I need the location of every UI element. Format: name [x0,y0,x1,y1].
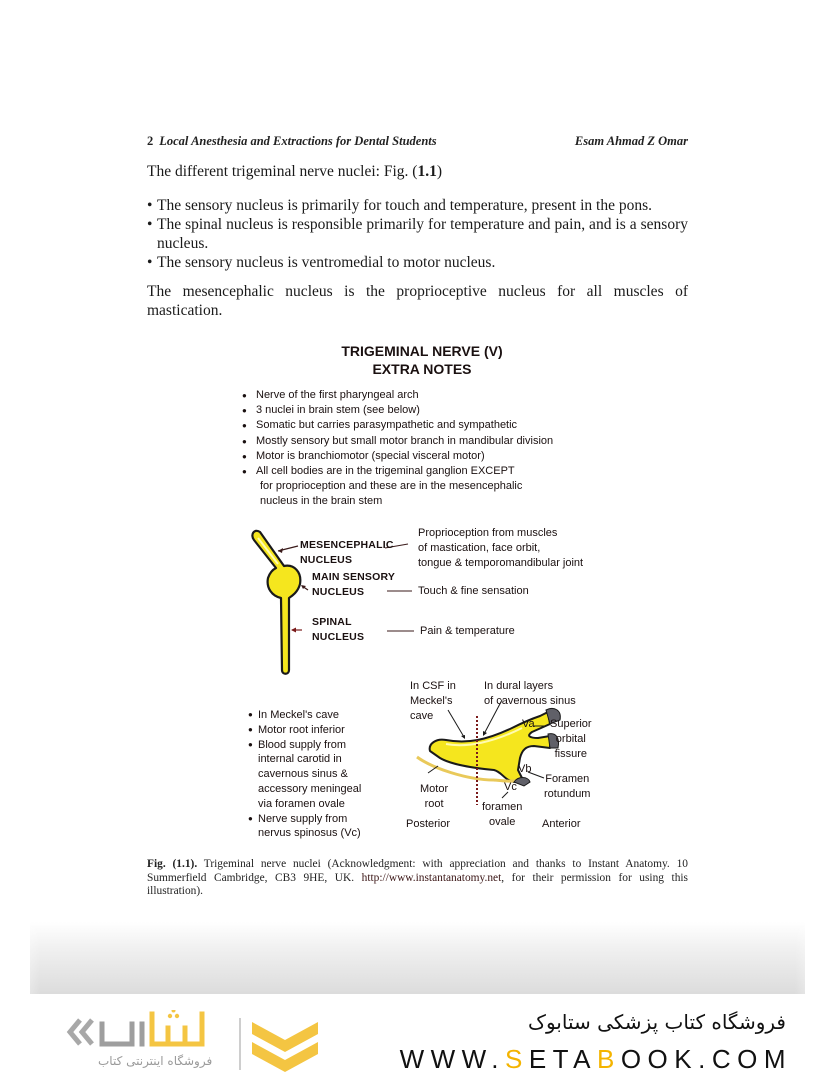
book-title: Local Anesthesia and Extractions for Dental Students [159,134,437,148]
list-item-continuation: for proprioception and these are in the mesencephalic [260,480,523,493]
spinal-label: SPINAL NUCLEUS [312,616,365,643]
store-name-persian: فروشگاه کتاب پزشکی ستابوک [528,1010,786,1034]
list-item-continuation: cavernous sinus & [258,768,348,781]
list-item: ● Somatic but carries parasympathetic and sympathetic [242,418,553,433]
list-item: • The spinal nucleus is responsible primarily for temperature and pain, and is a sensory nucleus. [147,215,688,253]
figure-title: TRIGEMINAL NERVE (V) EXTRA NOTES [341,343,503,377]
intro-line: The different trigeminal nerve nuclei: Fig. (1.1) [147,163,442,180]
superior-orbital-fissure-label: Superior orbital fissure [550,718,592,760]
list-item: • The sensory nucleus is ventromedial to motor nucleus. [147,253,688,272]
main-sensory-label: MAIN SENSORY NUCLEUS [312,571,396,598]
list-item: ● In Meckel's cave [250,708,361,723]
instant-anatomy-link[interactable]: http://www.instantanatomy.net [361,871,502,884]
vb-label: Vb [518,763,532,775]
motor-root-label: Motor root [420,783,449,810]
spinal-description: Pain & temperature [420,625,515,637]
ganglion-notes-list [250,708,361,841]
caption-label: Fig. (1.1). [147,858,198,870]
main-sensory-description: Touch & fine sensation [418,585,529,597]
logo-subtitle: فروشگاه اینترنتی کتاب [98,1054,213,1068]
posterior-label: Posterior [406,818,451,830]
list-item-continuation: nervus spinosus (Vc) [258,827,361,840]
logo-wordmark-accent [152,1014,202,1044]
mesencephalic-paragraph: The mesencephalic nucleus is the proprioceptive nucleus for all muscles of mastication. [147,283,688,319]
list-item-continuation: accessory meningeal [258,782,362,795]
figure-reference: 1.1 [417,163,437,180]
foramen-ovale-label: foramen ovale [482,801,523,828]
mesencephalic-label: MESENCEPHALIC NUCLEUS [300,539,394,566]
store-url[interactable]: WWW.SETABOOK.COM [399,1044,792,1074]
list-item: ● Mostly sensory but small motor branch in mandibular division [242,434,553,449]
list-item: ● All cell bodies are in the trigeminal ganglion EXCEPT [242,464,553,479]
list-item: ● Motor is branchiomotor (special visceral motor) [242,449,553,464]
author-name: Esam Ahmad Z Omar [574,134,688,148]
logo-wordmark [102,1024,142,1044]
list-item: ● Motor root inferior [250,723,361,738]
list-item: ● Blood supply from [250,738,361,753]
list-item: ● Nerve supply from [250,812,361,827]
list-item: • The sensory nucleus is primarily for touch and temperature, present in the pons. [147,196,688,215]
va-label: Va [522,718,535,730]
foramen-rotundum-label: Foramen rotundum [544,773,591,800]
footer-gradient-band [30,922,805,994]
dural-layers-label: In dural layers of cavernous sinus [484,680,576,707]
anterior-label: Anterior [542,818,581,830]
list-item: ● Nerve of the first pharyngeal arch [242,388,553,403]
double-chevron-icon [70,1020,92,1044]
list-item-continuation: via foramen ovale [258,797,345,810]
trigeminal-figure [232,340,612,840]
figure-caption: Fig. (1.1). Trigeminal nerve nuclei (Acknowledgment: with appreciation and thanks to Instant Anatomy. 10 Summerfield Cambridge, CB3 9HE, UK. http://www.instantanatomy.net, for their permission for using this illustration). [147,858,688,897]
list-item-continuation: internal carotid in [258,753,342,766]
list-item-continuation: nucleus in the brain stem [260,495,383,508]
csf-label: In CSF in Meckel's cave [410,680,456,722]
nuclei-bullet-list [147,196,688,272]
chevron-book-icon [252,1022,318,1072]
list-item: ● 3 nuclei in brain stem (see below) [242,403,553,418]
mesencephalic-description: Proprioception from muscles of mastication, face orbit, tongue & temporomandibular joint [418,527,584,569]
page-number: 2 [147,134,154,148]
running-head [147,134,688,149]
vc-label: Vc [504,781,517,793]
